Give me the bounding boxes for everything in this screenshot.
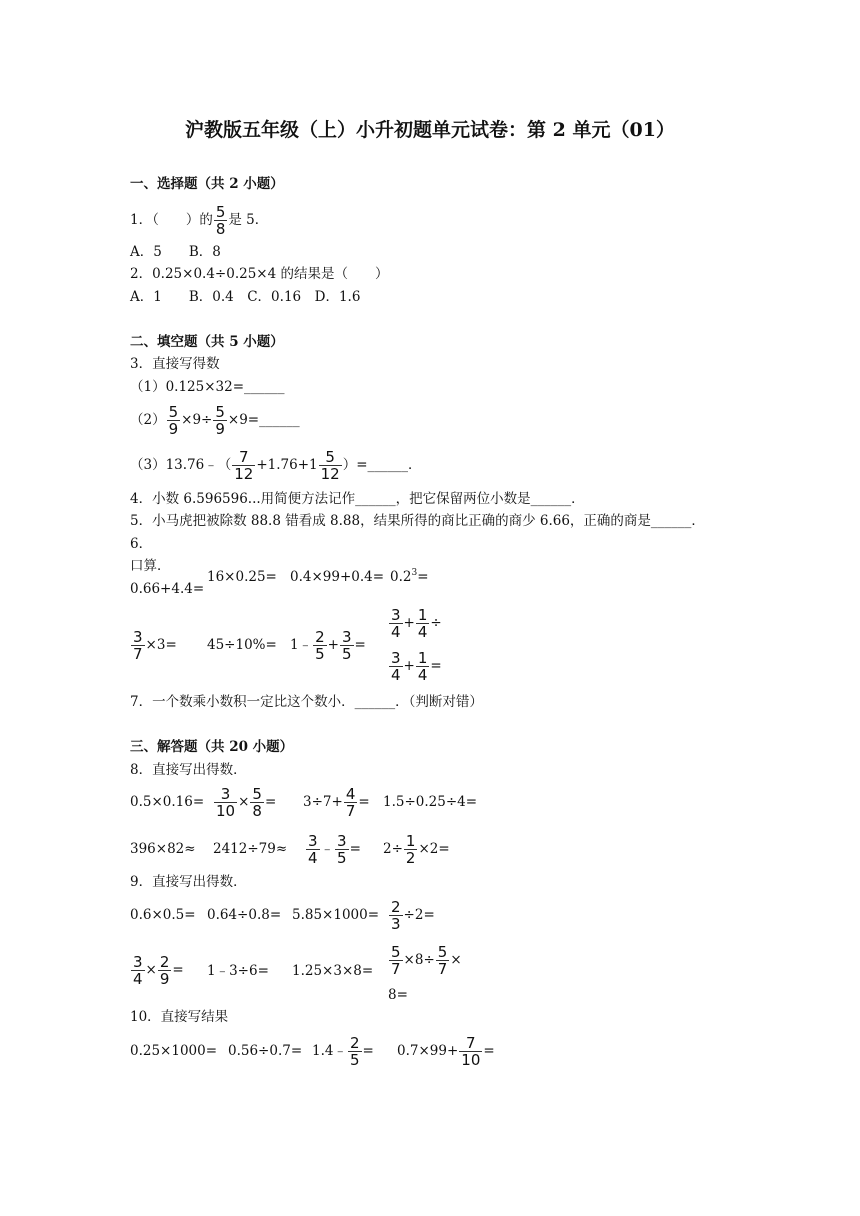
fraction: $\frac{3}{5}$ xyxy=(341,628,352,663)
fraction: $\frac{1}{4}$ xyxy=(417,649,428,684)
question-3-2: （2） $\frac{5}{9}$ ×9÷ $\frac{5}{9}$ ×9=______ xyxy=(130,403,300,438)
question-6-number: 6． xyxy=(130,536,153,552)
fraction: $\frac{3}{7}$ xyxy=(133,628,143,663)
q8-item: $\frac{3}{4}$ ﹣ $\frac{3}{5}$ = xyxy=(308,832,361,867)
fraction: $\frac{3}{4}$ xyxy=(391,606,401,641)
q6-item: $\frac{3}{7}$ ×3= xyxy=(133,628,177,663)
question-5: 5．小马虎把被除数 88.8 错看成 8.88，结果所得的商比正确的商少 6.66，正确的商是______． xyxy=(130,513,705,529)
q6-item: 0.4×99+0.4= xyxy=(290,569,385,585)
q6-item: 45÷10%= xyxy=(207,637,277,653)
page-title: 沪教版五年级（上）小升初题单元试卷：第 2 单元（01） xyxy=(185,119,675,141)
q8-item: 396×82≈ xyxy=(130,841,196,857)
q6-item: 16×0.25= xyxy=(207,569,277,585)
fraction: $\frac{2}{3}$ xyxy=(391,898,401,933)
q1-text-pre: 1．（ ）的 xyxy=(130,212,213,228)
question-10-title: 10．直接写结果 xyxy=(130,1009,229,1025)
question-2-options: A．1 B．0.4 C．0.16 D．1.6 xyxy=(130,289,361,305)
q9-item: $\frac{2}{3}$ ÷2= xyxy=(391,898,435,933)
q6-item-continued: $\frac{3}{4}$ + $\frac{1}{4}$ = xyxy=(391,649,442,684)
fraction: $\frac{1}{2}$ xyxy=(405,832,416,867)
q8-item: $\frac{3}{10}$ × $\frac{5}{8}$ = xyxy=(216,785,277,820)
question-6-label: 口算． xyxy=(130,558,171,574)
section-heading-fill: 二、填空题（共 5 小题） xyxy=(130,334,284,350)
question-3-3: （3）13.76﹣（ $\frac{7}{12}$ +1.76+1 $\frac{5}{12}$ ）=______． xyxy=(130,448,422,483)
q9-item: 0.64÷0.8= xyxy=(207,907,282,923)
fraction: $\frac{5}{8}$ xyxy=(215,203,226,238)
q9-item: 1.25×3×8= xyxy=(292,963,374,979)
fraction: $\frac{3}{5}$ xyxy=(337,832,347,867)
question-3-1: （1）0.125×32=______ xyxy=(130,379,285,395)
q10-item: 0.56÷0.7= xyxy=(228,1043,303,1059)
section-heading-solve: 三、解答题（共 20 小题） xyxy=(130,739,294,755)
fraction: $\frac{5}{8}$ xyxy=(252,785,262,820)
q6-item: 0.66+4.4= xyxy=(130,581,205,597)
fraction: $\frac{5}{12}$ xyxy=(320,448,340,483)
fraction: $\frac{7}{10}$ xyxy=(461,1034,481,1069)
question-2: 2．0.25×0.4÷0.25×4 的结果是（ ） xyxy=(130,266,389,282)
question-8-title: 8．直接写出得数． xyxy=(130,762,247,778)
fraction: $\frac{5}{7}$ xyxy=(437,943,448,978)
q6-item: $\frac{3}{4}$ + $\frac{1}{4}$ ÷ xyxy=(391,606,442,641)
fraction: $\frac{5}{9}$ xyxy=(215,403,225,438)
q1-text-post: 是 5． xyxy=(228,212,269,228)
question-7: 7．一个数乘小数积一定比这个数小．______．（判断对错） xyxy=(130,694,483,710)
q9-item: 0.6×0.5= xyxy=(130,907,196,923)
q6-item: 1﹣ $\frac{2}{5}$ + $\frac{3}{5}$ = xyxy=(290,628,366,663)
fraction: $\frac{2}{5}$ xyxy=(315,628,325,663)
fraction: $\frac{3}{10}$ xyxy=(216,785,236,820)
q10-item: 0.7×99+ $\frac{7}{10}$ = xyxy=(397,1034,495,1069)
q8-item: 1.5÷0.25÷4= xyxy=(383,794,478,810)
question-3-title: 3．直接写得数 xyxy=(130,356,220,372)
fraction: $\frac{1}{4}$ xyxy=(417,606,428,641)
fraction: $\frac{7}{12}$ xyxy=(234,448,254,483)
fraction: $\frac{3}{4}$ xyxy=(133,953,143,988)
fraction: $\frac{3}{4}$ xyxy=(391,649,401,684)
fraction: $\frac{2}{5}$ xyxy=(349,1034,360,1069)
q10-item: 1.4﹣ $\frac{2}{5}$ = xyxy=(312,1034,374,1069)
fraction: $\frac{5}{7}$ xyxy=(391,943,401,978)
q9-item: 5.85×1000= xyxy=(292,907,380,923)
q9-item-continued: 8= xyxy=(388,987,408,1003)
fraction: $\frac{5}{9}$ xyxy=(168,403,179,438)
question-4: 4．小数 6.596596...用简便方法记作______，把它保留两位小数是______． xyxy=(130,491,585,507)
question-1 xyxy=(130,200,268,240)
q9-item: $\frac{3}{4}$ × $\frac{2}{9}$ = xyxy=(133,953,184,988)
fraction: $\frac{2}{9}$ xyxy=(159,953,170,988)
q6-item-power: $0.2^3=$ xyxy=(390,568,429,585)
fraction: $\frac{3}{4}$ xyxy=(308,832,318,867)
q8-item: 2412÷79≈ xyxy=(213,841,288,857)
section-heading-choice: 一、选择题（共 2 小题） xyxy=(130,176,284,192)
question-1-options: A．5 B．8 xyxy=(130,244,221,260)
q10-item: 0.25×1000= xyxy=(130,1043,218,1059)
q9-item: $\frac{5}{7}$ ×8÷ $\frac{5}{7}$ × xyxy=(391,943,462,978)
q8-item: 3÷7+ $\frac{4}{7}$ = xyxy=(303,785,370,820)
q9-item: 1﹣3÷6= xyxy=(207,963,269,979)
question-9-title: 9．直接写出得数． xyxy=(130,874,247,890)
fraction: $\frac{4}{7}$ xyxy=(345,785,356,820)
q8-item: 0.5×0.16= xyxy=(130,794,205,810)
q8-item: 2÷ $\frac{1}{2}$ ×2= xyxy=(383,832,450,867)
